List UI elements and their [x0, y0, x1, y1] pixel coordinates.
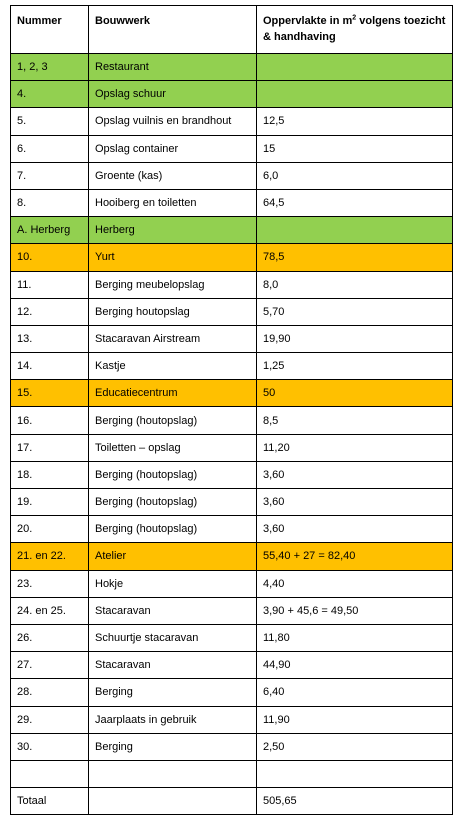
- header-oppervlakte-pre: Oppervlakte in m: [263, 15, 353, 27]
- table-row: [11, 679, 453, 706]
- cell-nummer: 21. en 22.: [11, 543, 89, 570]
- cell-bouwwerk: Stacaravan: [89, 597, 257, 624]
- cell-bouwwerk: Hooiberg en toiletten: [89, 189, 257, 216]
- cell-nummer: 13.: [11, 325, 89, 352]
- cell-nummer: 12.: [11, 298, 89, 325]
- cell-oppervlakte: 2,50: [257, 733, 453, 760]
- cell-nummer: 20.: [11, 516, 89, 543]
- cell-nummer: [11, 760, 89, 787]
- table-row: [11, 516, 453, 543]
- cell-oppervlakte: 6,40: [257, 679, 453, 706]
- cell-oppervlakte: 44,90: [257, 652, 453, 679]
- cell-bouwwerk: Opslag vuilnis en brandhout: [89, 108, 257, 135]
- cell-oppervlakte: 3,60: [257, 489, 453, 516]
- cell-nummer: 24. en 25.: [11, 597, 89, 624]
- cell-oppervlakte: 19,90: [257, 325, 453, 352]
- table-row: [11, 244, 453, 271]
- cell-oppervlakte: 11,80: [257, 624, 453, 651]
- cell-oppervlakte: 55,40 + 27 = 82,40: [257, 543, 453, 570]
- cell-oppervlakte: 12,5: [257, 108, 453, 135]
- table-row: [11, 543, 453, 570]
- table-row: [11, 135, 453, 162]
- cell-bouwwerk: Toiletten – opslag: [89, 434, 257, 461]
- cell-oppervlakte: 11,20: [257, 434, 453, 461]
- cell-nummer: 17.: [11, 434, 89, 461]
- cell-bouwwerk: Berging: [89, 679, 257, 706]
- cell-bouwwerk: Groente (kas): [89, 162, 257, 189]
- cell-bouwwerk: Schuurtje stacaravan: [89, 624, 257, 651]
- cell-oppervlakte: 1,25: [257, 353, 453, 380]
- table-body: [11, 54, 453, 815]
- cell-bouwwerk: Berging meubelopslag: [89, 271, 257, 298]
- area-table: [10, 5, 453, 815]
- table-row: [11, 760, 453, 787]
- cell-nummer: 6.: [11, 135, 89, 162]
- table-row: [11, 489, 453, 516]
- cell-nummer: 4.: [11, 81, 89, 108]
- cell-oppervlakte: 64,5: [257, 189, 453, 216]
- cell-nummer: 14.: [11, 353, 89, 380]
- cell-oppervlakte: [257, 760, 453, 787]
- cell-nummer: 16.: [11, 407, 89, 434]
- cell-oppervlakte: [257, 217, 453, 244]
- table-row: [11, 108, 453, 135]
- cell-bouwwerk: Restaurant: [89, 54, 257, 81]
- cell-oppervlakte: 11,90: [257, 706, 453, 733]
- cell-bouwwerk: Hokje: [89, 570, 257, 597]
- table-row: [11, 461, 453, 488]
- cell-bouwwerk: Berging (houtopslag): [89, 516, 257, 543]
- cell-oppervlakte: 5,70: [257, 298, 453, 325]
- header-oppervlakte: [257, 6, 453, 54]
- table-row: [11, 706, 453, 733]
- cell-nummer: Totaal: [11, 788, 89, 815]
- table-row: [11, 407, 453, 434]
- cell-bouwwerk: Opslag schuur: [89, 81, 257, 108]
- cell-bouwwerk: Berging (houtopslag): [89, 461, 257, 488]
- cell-bouwwerk: Stacaravan Airstream: [89, 325, 257, 352]
- cell-oppervlakte: 15: [257, 135, 453, 162]
- table-row: [11, 570, 453, 597]
- cell-bouwwerk: Atelier: [89, 543, 257, 570]
- header-bouwwerk: Bouwwerk: [89, 6, 257, 54]
- cell-oppervlakte: 6,0: [257, 162, 453, 189]
- cell-bouwwerk: Yurt: [89, 244, 257, 271]
- cell-bouwwerk: Berging (houtopslag): [89, 407, 257, 434]
- cell-bouwwerk: [89, 760, 257, 787]
- table-row: [11, 380, 453, 407]
- table-row: [11, 733, 453, 760]
- cell-bouwwerk: Opslag container: [89, 135, 257, 162]
- cell-nummer: 7.: [11, 162, 89, 189]
- table-row: [11, 788, 453, 815]
- cell-nummer: 8.: [11, 189, 89, 216]
- header-oppervlakte-post: volgens toezicht & handhaving: [263, 15, 446, 43]
- cell-nummer: 11.: [11, 271, 89, 298]
- table-row: [11, 81, 453, 108]
- cell-nummer: 28.: [11, 679, 89, 706]
- cell-oppervlakte: 505,65: [257, 788, 453, 815]
- cell-bouwwerk: [89, 788, 257, 815]
- header-nummer: Nummer: [11, 6, 89, 54]
- cell-nummer: 19.: [11, 489, 89, 516]
- cell-nummer: 27.: [11, 652, 89, 679]
- cell-oppervlakte: 78,5: [257, 244, 453, 271]
- cell-nummer: 29.: [11, 706, 89, 733]
- cell-nummer: 10.: [11, 244, 89, 271]
- cell-nummer: 1, 2, 3: [11, 54, 89, 81]
- cell-oppervlakte: 50: [257, 380, 453, 407]
- cell-bouwwerk: Berging: [89, 733, 257, 760]
- table-row: [11, 217, 453, 244]
- table-row: [11, 325, 453, 352]
- table-row: [11, 624, 453, 651]
- cell-bouwwerk: Kastje: [89, 353, 257, 380]
- table-row: [11, 162, 453, 189]
- cell-nummer: 15.: [11, 380, 89, 407]
- cell-bouwwerk: Jaarplaats in gebruik: [89, 706, 257, 733]
- table-row: [11, 271, 453, 298]
- cell-bouwwerk: Berging (houtopslag): [89, 489, 257, 516]
- cell-bouwwerk: Herberg: [89, 217, 257, 244]
- cell-nummer: 26.: [11, 624, 89, 651]
- header-row: [11, 6, 453, 54]
- cell-nummer: 30.: [11, 733, 89, 760]
- table-row: [11, 189, 453, 216]
- table-row: [11, 298, 453, 325]
- table-row: [11, 54, 453, 81]
- cell-bouwwerk: Educatiecentrum: [89, 380, 257, 407]
- cell-bouwwerk: Berging houtopslag: [89, 298, 257, 325]
- cell-oppervlakte: 3,90 + 45,6 = 49,50: [257, 597, 453, 624]
- cell-nummer: A. Herberg: [11, 217, 89, 244]
- table-row: [11, 652, 453, 679]
- cell-nummer: 23.: [11, 570, 89, 597]
- cell-oppervlakte: 3,60: [257, 516, 453, 543]
- table-row: [11, 434, 453, 461]
- cell-oppervlakte: 8,0: [257, 271, 453, 298]
- cell-bouwwerk: Stacaravan: [89, 652, 257, 679]
- cell-oppervlakte: [257, 81, 453, 108]
- cell-oppervlakte: 4,40: [257, 570, 453, 597]
- header-oppervlakte-sup: 2: [352, 14, 357, 22]
- cell-oppervlakte: 3,60: [257, 461, 453, 488]
- cell-nummer: 5.: [11, 108, 89, 135]
- table-row: [11, 353, 453, 380]
- cell-oppervlakte: [257, 54, 453, 81]
- table-row: [11, 597, 453, 624]
- cell-nummer: 18.: [11, 461, 89, 488]
- cell-oppervlakte: 8,5: [257, 407, 453, 434]
